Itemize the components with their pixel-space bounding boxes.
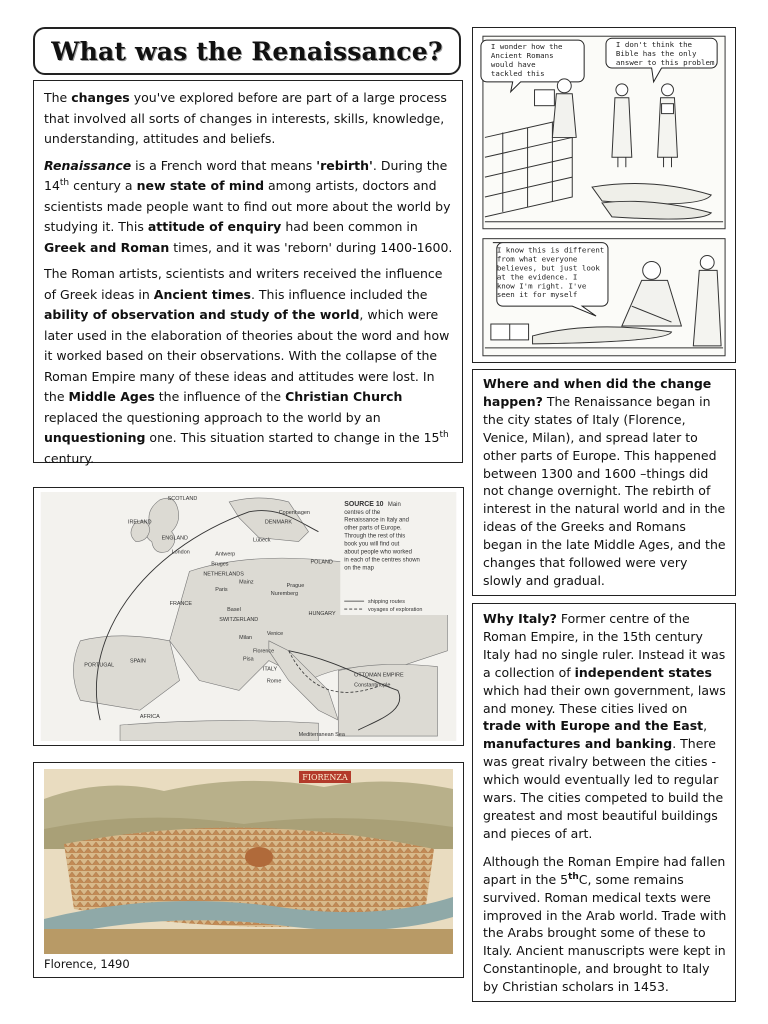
svg-text:Basel: Basel <box>227 607 241 614</box>
cathedral-dome <box>245 847 273 867</box>
svg-text:ENGLAND: ENGLAND <box>161 535 188 542</box>
why-italy-panel <box>472 603 736 1002</box>
intro-paragraph-3: The Roman artists, scientists and writers received the influence of Greek ideas in Ancient times. This influence included the ability of observation and study of the world, which were later used in the elaboration of theories about the word and how it worked based on their observations. With the collapse of the Roman Empire many of these ideas and attitudes were lost. In the Middle Ages the influence of the Christian Church replaced the questioning approach to the world by an unquestioning one. This situation started to change in the 15th century. <box>44 266 450 466</box>
bubble-1-text: I wonder how the Ancient Romans would have tackled this <box>490 42 563 78</box>
svg-text:Mediterranean Sea: Mediterranean Sea <box>298 732 345 739</box>
svg-text:London: London <box>171 549 190 556</box>
florence-caption: Florence, 1490 <box>44 957 130 971</box>
intro-paragraph-2: Renaissance is a French word that means 'rebirth'. During the 14th century a new state of mind among artists, doctors and scientists made people want to find out more about the world by studying it. This attitude of enquiry had been common in Greek and Roman times, and it was 'reborn' during 1400-1600. <box>44 157 453 255</box>
bubble-2-text: I don't think the Bible has the only answer to this problem <box>615 40 715 67</box>
svg-text:AFRICA: AFRICA <box>139 714 160 721</box>
svg-text:NETHERLANDS: NETHERLANDS <box>203 571 244 578</box>
svg-text:Paris: Paris <box>215 587 228 594</box>
source-caption: Main centres of the Renaissance in Italy and other parts of Europe. Through the rest of this book you will find out about people who worked in each of the centres shown on the map <box>344 501 420 572</box>
svg-text:Constantinople: Constantinople <box>354 682 391 689</box>
svg-text:PORTUGAL: PORTUGAL <box>84 662 115 669</box>
florence-painting <box>44 769 453 954</box>
svg-text:Venice: Venice <box>266 630 284 637</box>
map-panel <box>33 487 464 746</box>
svg-text:HUNGARY: HUNGARY <box>308 611 336 618</box>
svg-text:IRELAND: IRELAND <box>127 519 152 526</box>
legend-exploration: voyages of exploration <box>368 607 423 614</box>
where-when-panel <box>472 369 736 596</box>
svg-text:Lübeck: Lübeck <box>252 537 271 544</box>
svg-text:Pisa: Pisa <box>243 656 254 663</box>
legend-shipping: shipping routes <box>368 599 405 606</box>
svg-text:SWITZERLAND: SWITZERLAND <box>219 616 259 623</box>
intro-panel <box>33 80 463 466</box>
source-title: SOURCE 10 <box>344 500 384 508</box>
svg-text:OTTOMAN EMPIRE: OTTOMAN EMPIRE <box>354 672 404 679</box>
why-italy-paragraph-1: Why Italy? Former centre of the Roman Empire, in the 15th century Italy had no single ruler. Instead it was a collection of independent states which had their own government, laws and money. These cities lived on trade with Europe and the East, manufactures and banking. There was great rivalry between the cities -which would eventually led to regular wars. The cities competed to build the greatest and most beautiful buildings and pieces of art. <box>483 611 726 841</box>
cartoon-drawing <box>473 28 735 362</box>
svg-text:Florence: Florence <box>252 648 275 655</box>
svg-text:Bruges: Bruges <box>211 561 229 568</box>
svg-text:DENMARK: DENMARK <box>264 519 293 526</box>
why-italy-paragraph-2: Although the Roman Empire had fallen apart in the 5thC, some remains survived. Roman medical texts were improved in the Arab world. Trade with the Arabs brought some of these to Italy. Ancient manuscripts were kept in Constantinople, and brought to Italy by Christian scholars in 1453. <box>483 853 727 995</box>
svg-text:Prague: Prague <box>286 583 305 590</box>
page-title: What was the Renaissance? <box>51 36 443 66</box>
svg-text:Copenhagen: Copenhagen <box>278 509 310 516</box>
florence-panel <box>33 762 464 978</box>
title-box <box>33 27 461 75</box>
svg-text:Milan: Milan <box>239 634 253 641</box>
intro-paragraph-1: The changes you've explored before are part of a large process that involved all sorts of changes in interests, skills, knowledge, understanding, attitudes and beliefs. <box>44 90 447 146</box>
svg-text:Antwerp: Antwerp <box>215 551 236 558</box>
svg-text:FRANCE: FRANCE <box>169 601 192 608</box>
svg-text:Nuremberg: Nuremberg <box>270 591 299 598</box>
svg-text:Mainz: Mainz <box>239 579 254 586</box>
cartoon-illustration <box>472 27 736 363</box>
svg-text:POLAND: POLAND <box>310 559 333 566</box>
where-when-text: Where and when did the change happen? The Renaissance began in the city states of Italy (Florence, Venice, Milan), and spread later to other parts of Europe. This happened between 1300 and 1600 –things did not change overnight. The rebirth of interest in the natural world and in the ideas of the Greeks and Romans began in the late Middle Ages, and the changes that followed were very slowly and gradual. <box>483 376 726 588</box>
svg-text:ITALY: ITALY <box>262 666 278 673</box>
renaissance-map <box>40 492 457 741</box>
banner-label: FIORENZA <box>302 773 348 782</box>
svg-text:Rome: Rome <box>266 678 282 685</box>
svg-text:SCOTLAND: SCOTLAND <box>167 495 198 502</box>
bubble-3-text: I know this is different from what everyone believes, but just look at the evidence. I know I'm right. I've seen it for myself <box>496 245 605 300</box>
svg-text:SPAIN: SPAIN <box>129 658 146 665</box>
